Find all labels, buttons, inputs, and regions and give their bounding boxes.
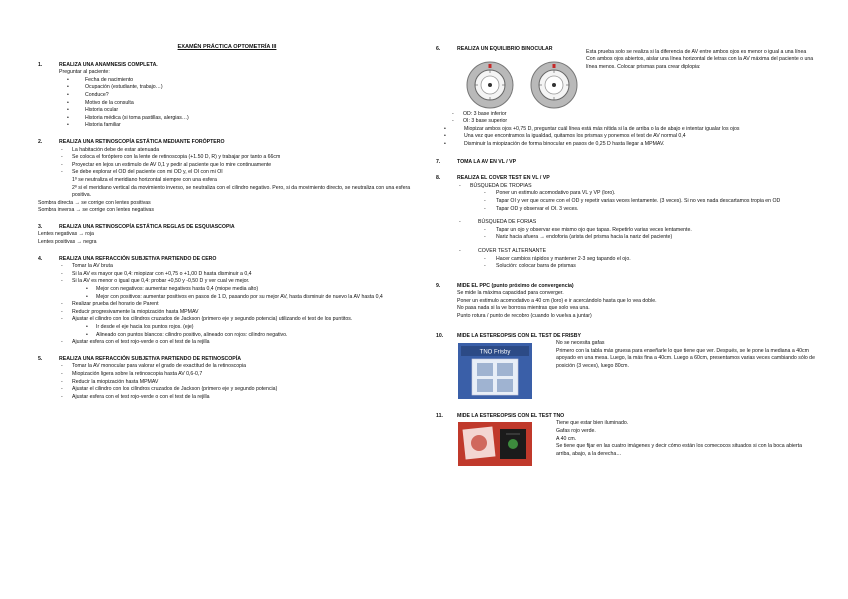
- paragraph: Gafas rojo verde.: [556, 428, 596, 435]
- list-item: - Tomar la AV monocular para valorar el grado de exactitud de la retinoscopia: [59, 363, 416, 371]
- list-item: - OI: 3 base superior: [450, 118, 818, 126]
- sub-item: - Poner un estimulo acomodativo para VL y VP (loro).: [470, 190, 818, 198]
- list-item: • Disminuir la miopización de forma binocular en pasos de 0,25 D hasta llegar a MPMAV.: [436, 141, 818, 149]
- subheading: COVER TEST ALTERNANTE: [478, 247, 547, 254]
- section-1: [38, 62, 416, 130]
- section-2: [38, 139, 416, 215]
- section-number: 11.: [436, 412, 443, 419]
- section-number: 6.: [436, 46, 441, 52]
- sub-item: - Tapar OD y observar el OI. 3 veces.: [470, 206, 818, 214]
- section-heading: MIDE LA ESTEREOPSIS CON EL TEST DE FRISBY: [457, 332, 581, 339]
- list-item: - Miopización ligera sobre la retinoscopia hasta AV 0,6-0,7: [59, 371, 416, 379]
- section-number: 5.: [38, 355, 43, 362]
- left-column: [38, 44, 416, 410]
- list-item: - Ajustar el cilindro con los cilindros cruzados de Jackson (primero eje y segundo potencia): [59, 386, 416, 394]
- frisby-label: TNO Frisby: [479, 349, 511, 356]
- section-heading: REALIZA UNA RETINOSCOPÍA ESTÁTICA REGLAS DE ESQUIASCOPIA: [59, 223, 235, 230]
- paragraph: Primero con la tabla más gruesa para enseñarle lo que tiene que ver. Después, se le pone la mediana a 40cm apoyado en una mesa. Luego, la más fina a 40cm. Luego a 60cm, presentamos varias veces cambiando sólo de posición (3 veces), luego 80cm.: [556, 347, 815, 370]
- paragraph: Preguntar al paciente:: [59, 69, 110, 76]
- section-heading: REALIZA UNA REFRACCIÓN SUBJETIVA PARTIENDO DE CERO: [59, 255, 217, 262]
- page-title: EXAMÉN PRÁCTICA OPTOMETRÍA III: [177, 44, 277, 50]
- list-item: - Ajustar esfera con el test rojo-verde o con el test de la rejilla: [59, 394, 416, 402]
- paragraph: Se mide la máxima capacidad para converger.: [457, 290, 564, 297]
- paragraph: Tiene que estar bien iluminado.: [556, 420, 629, 427]
- list-item: - Proyectar en lejos un estimulo de AV 0,1 y pedir al paciente que lo mire continuamente: [59, 162, 416, 170]
- phoropter-dials-icon: [436, 55, 584, 111]
- list-item: - OD: 3 base inferior: [450, 111, 818, 119]
- subheading: BÚSQUEDA DE TROPIAS: [470, 182, 532, 189]
- sub-item: • Ir desde el eje hacia los puntos rojos. (eje): [72, 324, 416, 332]
- sub-item: • Alineado con puntos blancos: cilindro positivo, alineado con rojos: cilindro negativo.: [72, 332, 416, 340]
- list-item: - Realizar prueba del horario de Parent: [59, 301, 416, 309]
- list-item: - Se debe explorar el OD del paciente con mi OD y, el OI con mi OI: [59, 169, 416, 177]
- list-item-text: Ajustar el cilindro con los cilindros cruzados de Jackson (primero eje y segundo potencia) utilizando el test de los puntitos.: [72, 316, 353, 323]
- list-item: - La habitación debe de estar atenuada: [59, 147, 416, 155]
- list-item: - Reducir progresivamente la miopización hasta MPMAV: [59, 309, 416, 317]
- sub-item: - Tapar OI y ver que ocurre con el OD y repetir varias veces lentamente. (3 veces). Si no ves nada descartamos tropia en OD: [470, 198, 818, 206]
- frisby-test-illustration: [436, 340, 554, 403]
- paragraph: 1º se neutraliza el meridiano horizontal siempre con una esfera: [72, 176, 217, 183]
- list-item: • Fecha de nacimiento: [59, 77, 416, 85]
- section-heading: REALIZA UNA RETINOSCOPÍA ESTÁTICA MEDIANTE FORÓPTERO: [59, 138, 225, 145]
- paragraph: A 40 cm.: [556, 435, 577, 442]
- sub-item: - Nariz hacia afuera → endoforia (arista del prisma hacia la nariz del paciente): [470, 234, 818, 242]
- list-item: - Ajustar esfera con el test rojo-verde o con el test de la rejilla: [59, 339, 416, 347]
- section-11: [436, 413, 818, 470]
- list-item: • Historia familiar: [59, 122, 416, 130]
- list-item: • Motivo de la consulta: [59, 100, 416, 108]
- right-column: [436, 46, 818, 479]
- section-heading: TOMA LA AV EN VL / VP: [457, 158, 517, 165]
- paragraph: Sombra directa → se corrige con lentes positivas: [38, 199, 151, 206]
- list-item: • Conduce?: [59, 92, 416, 100]
- list-item: • Ocupación (estudiante, trabajo…): [59, 84, 416, 92]
- paragraph: Lentes negativas → roja: [38, 231, 94, 238]
- section-number: 1.: [38, 61, 43, 68]
- list-item: [457, 183, 818, 213]
- section-number: 9.: [436, 282, 441, 289]
- section-heading: MIDE LA ESTEREOPSIS CON EL TEST TNO: [457, 412, 565, 419]
- sub-item: - Solución: colocar barra de prismas: [470, 263, 818, 271]
- section-6: [436, 46, 818, 149]
- paragraph: Esta prueba solo se realiza si la diferencia de AV entre ambos ojos es menor o igual a una línea: [586, 48, 807, 55]
- section-number: 10.: [436, 332, 444, 339]
- tno-booklet-icon: [458, 422, 532, 466]
- section-number: 2.: [38, 138, 43, 145]
- frisby-plate-icon: [458, 343, 532, 399]
- paragraph: Se tiene que fijar en las cuatro imágenes y decir cómo están los comecocos situados si con la boca abierta arriba, abajo, a la derecha…: [556, 443, 802, 457]
- section-heading: REALIZA UNA ANAMNESIS COMPLETA.: [59, 61, 158, 68]
- section-4: [38, 256, 416, 347]
- section-5: [38, 356, 416, 402]
- paragraph: No pasa nada si la ve borrosa mientras que solo vea una.: [457, 305, 590, 312]
- section-number: 8.: [436, 175, 441, 182]
- section-7: [436, 159, 818, 167]
- list-item: • Una vez que encontramos la igualdad, quitamos los prismas y ponemos el test de AV normal 0,4: [436, 133, 818, 141]
- list-item: [457, 248, 818, 271]
- list-item: • Historia ocular: [59, 107, 416, 115]
- paragraph: Con ambos ojos abiertos, aislar una línea horizontal de letras con la AV máxima del paciente o una línea menos. Colocar prismas para crear diplopia:: [586, 56, 814, 70]
- list-item: • Historia médica (si toma pastillas, alergias…): [59, 115, 416, 123]
- section-heading: REALIZA EL COVER TEST EN VL / VP: [457, 175, 550, 182]
- section-number: 7.: [436, 158, 441, 165]
- section-8: [436, 175, 818, 271]
- phoropter-illustration: [436, 55, 584, 111]
- list-item: - Se coloca el foróptero con la lente de retinoscopia (+1.50 D, R) y trabajar por tanto a 66cm: [59, 154, 416, 162]
- list-item: - Reducir la miopización hasta MPMAV: [59, 379, 416, 387]
- subheading: BÚSQUEDA DE FORIAS: [478, 219, 537, 226]
- sub-item: - Hacer cambios rápidos y mantener 2-3 seg tapando el ojo.: [470, 256, 818, 264]
- section-number: 3.: [38, 223, 43, 230]
- section-3: [38, 224, 416, 247]
- paragraph: No se necesita gafas: [556, 340, 605, 347]
- list-item: - Tomar la AV bruta: [59, 263, 416, 271]
- list-item: • Miopizar ambos ojos +0,75 D, preguntar cuál línea está más nítida si la de arriba o la de abajo e intentar igualar los ojos: [436, 126, 818, 134]
- sub-item: • Mejor con positivos: aumentar positivos en pasos de 1 D, pasando por su mejor AV, hasta disminuir de nuevo la AV hasta 0,4: [72, 294, 416, 302]
- paragraph: Lentes positivas → negra: [38, 239, 97, 246]
- paragraph: 2º si el meridiano vertical da movimiento inverso, se neutraliza con el cilindro negativo. Pero, si da movimiento directo, se neutraliza con una esfera positiva.: [72, 184, 411, 199]
- section-heading: MIDE EL PPC (punto próximo de convergencia): [457, 282, 574, 289]
- list-item: [457, 219, 818, 242]
- tno-test-illustration: [436, 420, 554, 470]
- section-9: [436, 283, 818, 321]
- sub-item: • Mejor con negativos: aumentar negativos hasta 0,4 (miope media alto): [72, 286, 416, 294]
- list-item: - Si la AV es mayor que 0,4: miopizar con +0,75 o +1,00 D hasta disminuir a 0,4: [59, 271, 416, 279]
- list-item-text: Si la AV es menor o igual que 0,4: probar +0,50 y -0,50 D y ver cual ve mejor.: [72, 278, 250, 285]
- paragraph: Poner un estimulo acomodativo a 40 cm (loro) e ir acercándolo hasta que lo vea doble.: [457, 297, 657, 304]
- paragraph: Punto rotura / punto de recobro (cuando lo vuelva a juntar): [457, 313, 592, 320]
- list-item: [59, 278, 416, 301]
- sub-item: - Tapar un ojo y observar ese mismo ojo que tapas. Repetirlo varias veces lentamente.: [470, 227, 818, 235]
- section-number: 4.: [38, 255, 43, 262]
- section-heading: REALIZA UN EQUILIBRIO BINOCULAR: [457, 46, 553, 52]
- section-heading: REALIZA UNA REFRACCIÓN SUBJETIVA PARTIENDO DE RETINOSCOPÍA: [59, 355, 241, 362]
- list-item: [59, 316, 416, 339]
- paragraph: Sombra inversa → se corrige con lentes negativas: [38, 207, 154, 214]
- section-10: [436, 333, 818, 403]
